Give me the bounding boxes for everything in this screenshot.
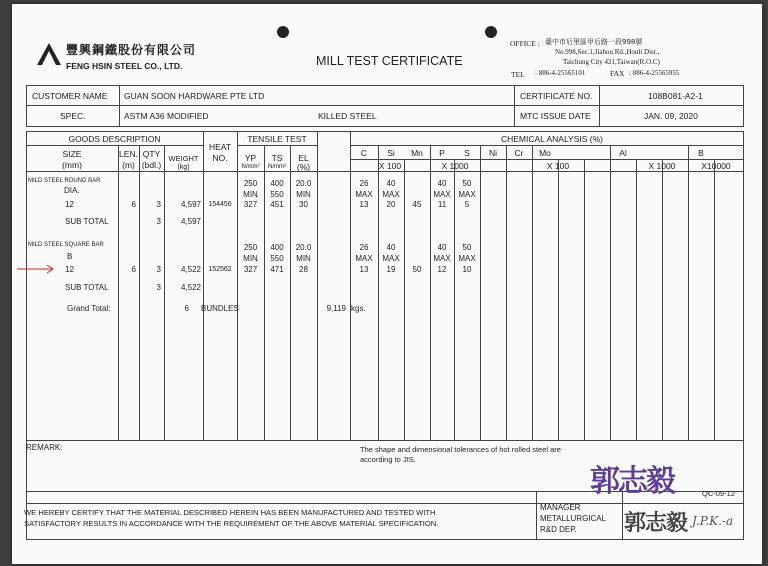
product-1-yp-3: 327 [243, 200, 258, 209]
product-2-len: 6 [131, 265, 136, 274]
product-1-yp-2: MIN [243, 190, 258, 199]
product-1-s-3: 5 [464, 200, 470, 209]
page-title: MILL TEST CERTIFICATE [316, 54, 463, 68]
remark-text-line-1: The shape and dimensional tolerances of hot rolled steel are [360, 445, 561, 454]
product-1-p-2: MAX [433, 190, 451, 199]
product-2-s-3: 10 [462, 265, 472, 274]
spec-label: SPEC. [60, 111, 86, 121]
remark-text-line-2: according to JIS. [360, 455, 416, 464]
product-2-si-1: 40 [386, 243, 396, 252]
certificate-number: 108B081-A2-1 [648, 91, 703, 101]
product-1-ts-1: 400 [270, 179, 284, 188]
product-2-heat: 152562 [208, 266, 232, 273]
product-2-yp-1: 250 [243, 243, 258, 252]
office-address-line-2: No.998,Sec.1,Jiahou Rd.,Houli Dist., [555, 48, 660, 56]
element-b: B [698, 148, 704, 158]
product-1-c-2: MAX [355, 190, 373, 199]
element-si: Si [387, 148, 395, 158]
product-1-ts-2: 550 [270, 190, 284, 199]
product-1-c-3: 13 [359, 200, 369, 209]
product-2-mn: 50 [412, 265, 422, 274]
product-1-len: 6 [131, 200, 136, 209]
certificate-sheet [12, 4, 762, 564]
grand-total-weight-unit: kgs. [351, 304, 366, 313]
product-1-weight: 4,597 [180, 200, 201, 209]
product-1-size: 12 [65, 200, 74, 209]
product-2-c-1: 26 [359, 243, 369, 252]
product-2-ts-2: 550 [270, 254, 284, 263]
ts-unit: N/mm² [268, 164, 286, 170]
product-1-subtotal-weight: 4,597 [180, 217, 201, 226]
heat-no-header: NO. [212, 153, 228, 163]
multiplier-x10000-b: X10000 [701, 161, 731, 171]
product-2-description: MILD STEEL SQUARE BAR [28, 242, 104, 248]
company-name-cjk: 豐興鋼鐵股份有限公司 [66, 43, 197, 57]
yp-unit: N/mm² [241, 164, 260, 170]
product-1-s-1: 50 [462, 179, 472, 188]
manager-title-3: R&D DEP. [540, 525, 577, 534]
office-label: OFFICE : [510, 39, 540, 48]
goods-description-header: GOODS DESCRIPTION [68, 134, 161, 144]
len-unit: (m) [122, 160, 135, 170]
grand-total-weight: 9,119 [326, 304, 346, 313]
product-2-subtotal-label: SUB TOTAL [65, 283, 109, 292]
product-1-si-3: 20 [386, 200, 396, 209]
product-1-mn: 45 [412, 200, 422, 209]
element-mn: Mn [411, 148, 423, 158]
manager-title-1: MANAGER [540, 503, 581, 512]
product-2-p-2: MAX [433, 254, 451, 263]
product-2-el-3: 28 [299, 265, 308, 274]
qty-unit: (bdl.) [141, 160, 162, 170]
el-header: EL [298, 153, 309, 163]
tensile-test-header: TENSILE TEST [247, 134, 307, 144]
product-2-s-1: 50 [462, 243, 472, 252]
product-1-si-2: MAX [382, 190, 400, 199]
handwritten-signature: J.P.K.-a [692, 514, 734, 528]
product-1-p-1: 40 [437, 179, 447, 188]
product-1-el-1: 20.0 [295, 179, 312, 188]
product-2-qty: 3 [156, 265, 161, 274]
product-2-s-2: MAX [458, 254, 476, 263]
product-2-c-3: 13 [359, 265, 369, 274]
chemical-analysis-header: CHEMICAL ANALYSIS (%) [500, 134, 604, 144]
element-s: S [464, 148, 470, 158]
multiplier-x100-cs: X 100 [378, 161, 402, 171]
customer-label: CUSTOMER NAME [32, 91, 108, 101]
yp-header: YP [244, 153, 257, 163]
manager-stamp: 郭志毅 [590, 464, 674, 499]
tel-number: : 886-4-25565101 [535, 69, 586, 77]
certificate-label: CERTIFICATE NO. [520, 91, 593, 101]
product-2-p-1: 40 [437, 243, 447, 252]
size-header: SIZE [62, 149, 82, 159]
killed-steel: KILLED STEEL [318, 111, 377, 121]
manager-title-2: METALLURGICAL [540, 514, 607, 523]
binder-hole-right [485, 26, 497, 38]
certify-line-2: SATISFACTORY RESULTS IN ACCORDANCE WITH THE REQUIREMENT OF THE ABOVE MATERIAL SPECIFICATION. [24, 519, 439, 528]
certify-line-1: WE HEREBY CERTIFY THAT THE MATERIAL DESCRIBED HEREIN HAS BEEN MANUFACTURED AND TESTED WITH [24, 508, 436, 517]
element-mo: Mo [539, 148, 551, 158]
product-1-desc2: DIA. [64, 186, 80, 195]
form-code: QC-09-12 [702, 489, 735, 498]
product-2-ts-3: 471 [270, 265, 284, 274]
product-1-heat: 154456 [208, 201, 232, 208]
product-2-si-2: MAX [382, 254, 400, 263]
product-1-c-1: 26 [359, 179, 369, 188]
customer-name: GUAN SOON HARDWARE PTE LTD [124, 91, 265, 101]
issue-date: JAN. 09, 2020 [644, 111, 698, 121]
size-unit: (mm) [62, 160, 82, 170]
ts-header: TS [271, 153, 283, 163]
product-1-s-2: MAX [458, 190, 476, 199]
multiplier-x1000-ps: X 1000 [441, 161, 469, 171]
multiplier-x1000-al: X 1000 [648, 161, 676, 171]
product-2-el-1: 20.0 [295, 243, 312, 252]
company-logo-icon [36, 42, 62, 66]
product-1-description: MILD STEEL ROUND BAR [28, 178, 101, 184]
fax-number: : 886-4-25565955 [629, 69, 680, 77]
grand-total-unit: BUNDLES [201, 304, 239, 313]
product-1-yp-1: 250 [243, 179, 258, 188]
product-2-subtotal-weight: 4,522 [180, 283, 201, 292]
qty-header: QTY [142, 149, 161, 159]
remark-label: REMARK: [26, 443, 63, 452]
product-1-p-3: 11 [437, 200, 447, 209]
product-2-subtotal-qty: 3 [156, 283, 161, 292]
heat-header: HEAT [208, 142, 232, 152]
len-header: LEN. [119, 149, 138, 159]
product-1-el-2: MIN [296, 190, 311, 199]
product-1-subtotal-qty: 3 [156, 217, 161, 226]
product-1-qty: 3 [156, 200, 161, 209]
issue-date-label: MTC ISSUE DATE [520, 111, 591, 121]
spec-value: ASTM A36 MODIFIED [124, 111, 209, 121]
weight-unit: (kg) [177, 164, 190, 171]
element-al: Al [619, 148, 627, 158]
element-c: C [360, 148, 368, 158]
element-ni: Ni [488, 148, 498, 158]
grand-total-qty: 6 [184, 304, 189, 313]
product-2-ts-1: 400 [270, 243, 284, 252]
product-2-size: 12 [65, 265, 74, 274]
element-p: P [439, 148, 445, 158]
el-unit: (%) [296, 162, 311, 172]
product-2-desc2: B [67, 252, 73, 261]
binder-hole-left [277, 26, 289, 38]
product-2-el-2: MIN [296, 254, 311, 263]
weight-header: WEIGHT [168, 154, 199, 163]
fax-label: FAX [610, 69, 625, 78]
company-name-english: FENG HSIN STEEL CO., LTD. [66, 61, 183, 71]
product-2-c-2: MAX [355, 254, 373, 263]
arrow-icon [16, 264, 56, 274]
grand-total-label: Grand Total: [67, 304, 111, 313]
product-2-p-3: 12 [437, 265, 447, 274]
product-2-yp-2: MIN [243, 254, 258, 263]
product-2-yp-3: 327 [243, 265, 258, 274]
tel-label: TEL [511, 70, 525, 79]
product-1-el-3: 30 [299, 200, 308, 209]
element-cr: Cr [514, 148, 524, 158]
product-1-si-1: 40 [386, 179, 396, 188]
multiplier-x100-mo: X 100 [546, 161, 570, 171]
product-2-weight: 4,522 [180, 265, 201, 274]
product-1-ts-3: 451 [270, 200, 284, 209]
signature-stamp: 郭志毅 [624, 510, 688, 536]
office-address-line-3: Taichung City 421,Taiwan(R.O.C) [563, 58, 660, 66]
product-2-si-3: 19 [386, 265, 396, 274]
product-1-subtotal-label: SUB TOTAL [65, 217, 109, 226]
office-address-line-1: 臺中市后里區甲后路一段998號 [545, 38, 643, 46]
